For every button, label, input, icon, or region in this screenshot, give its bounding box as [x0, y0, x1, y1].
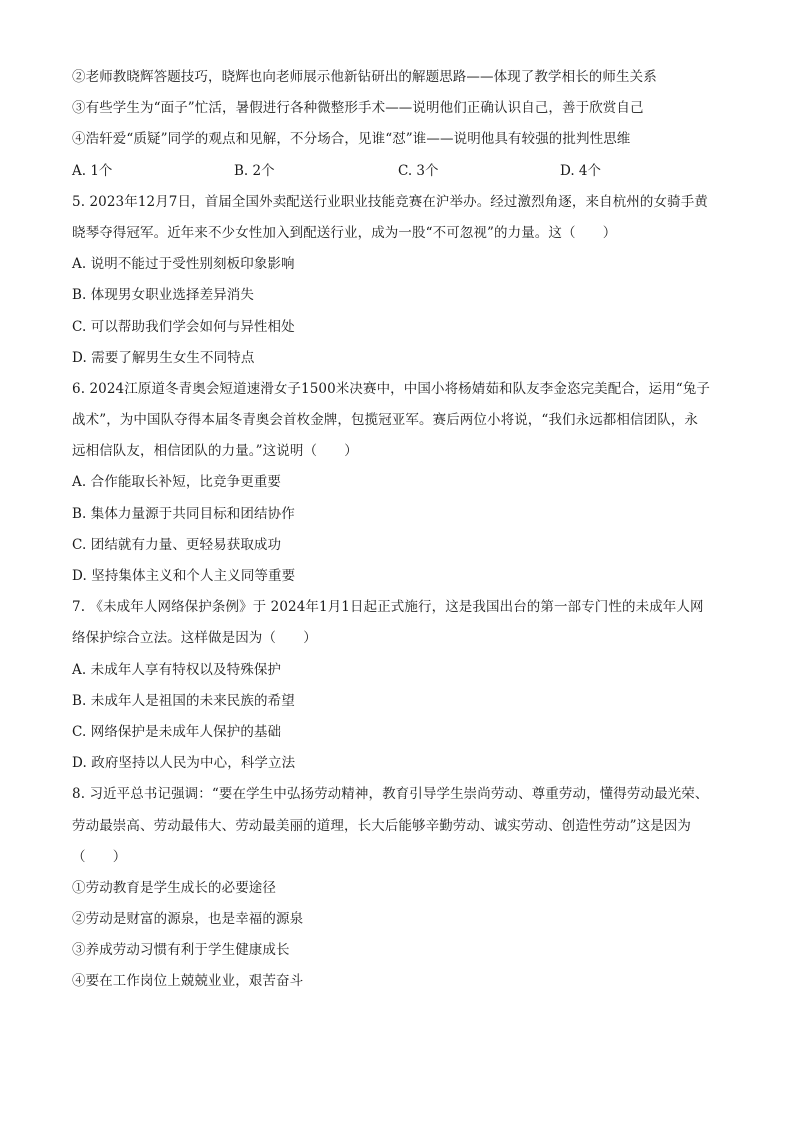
option-d: D. 坚持集体主义和个人主义同等重要	[72, 568, 296, 584]
question-stem: 战术”，为中国队夺得本届冬青奥会首枚金牌，包揽冠亚军。赛后两位小将说，“我们永远都相信团队，永	[72, 412, 699, 429]
question-stem: （ ）	[72, 848, 127, 865]
exam-page	[72, 62, 728, 998]
question-5	[72, 187, 728, 374]
option-a: A. 说明不能过于受性别刻板印象影响	[72, 256, 295, 273]
option-c: C. 团结就有力量、更轻易获取成功	[72, 536, 282, 553]
statement-item: ①劳动教育是学生成长的必要途径	[72, 879, 276, 896]
question-stem: 7. 《未成年人网络保护条例》于 2024年1月1日起正式施行，这是我国出台的第一部专门性的未成年人网	[72, 599, 704, 616]
statement-item: ④要在工作岗位上兢兢业业，艰苦奋斗	[72, 973, 304, 990]
statement-item: ③养成劳动习惯有利于学生健康成长	[72, 942, 290, 959]
question-4-continued	[72, 62, 728, 187]
option-a: A. 合作能取长补短，比竞争更重要	[72, 474, 282, 491]
option-d: D. 政府坚持以人民为中心，科学立法	[72, 755, 296, 772]
option-c: C. 可以帮助我们学会如何与异性相处	[72, 318, 295, 335]
statement-item: ②劳动是财富的源泉，也是幸福的源泉	[72, 911, 304, 928]
question-stem: 5. 2023年12月7日，首届全国外卖配送行业职业技能竞赛在沪举办。经过激烈角逐，来自杭州的女骑手黄	[72, 193, 708, 210]
question-stem: 8. 习近平总书记强调：“要在学生中弘扬劳动精神，教育引导学生崇尚劳动、尊重劳动，懂得劳动最光荣、	[72, 786, 709, 803]
question-stem: 远相信队友，相信团队的力量。”这说明（ ）	[72, 443, 358, 460]
option-d: D. 4个	[560, 162, 602, 179]
option-d: D. 需要了解男生女生不同特点	[72, 349, 255, 366]
option-a: A. 1个	[72, 162, 113, 179]
question-7	[72, 592, 728, 779]
option-c: C. 网络保护是未成年人保护的基础	[72, 723, 282, 740]
option-c: C. 3个	[398, 162, 439, 179]
statement-item: ④浩轩爱“质疑”同学的观点和见解，不分场合，见谁“怼”谁——说明他具有较强的批判性思维	[72, 131, 631, 148]
question-stem: 晓琴夺得冠军。近年来不少女性加入到配送行业，成为一股“不可忽视”的力量。这（ ）	[72, 224, 617, 241]
option-a: A. 未成年人享有特权以及特殊保护	[72, 661, 282, 678]
statement-item: ③有些学生为“面子”忙活，暑假进行各种微整形手术——说明他们正确认识自己，善于欣赏自己	[72, 100, 644, 117]
question-6	[72, 374, 728, 592]
option-b: B. 体现男女职业选择差异消失	[72, 287, 255, 304]
option-b: B. 集体力量源于共同目标和团结协作	[72, 505, 295, 522]
question-stem: 络保护综合立法。这样做是因为（ ）	[72, 630, 317, 647]
statement-item: ②老师教晓辉答题技巧，晓辉也向老师展示他新钻研出的解题思路——体现了教学相长的师生关系	[72, 69, 657, 85]
answer-options-row	[72, 156, 728, 187]
question-8	[72, 779, 728, 997]
option-b: B. 2个	[234, 162, 275, 179]
option-b: B. 未成年人是祖国的未来民族的希望	[72, 692, 295, 709]
question-stem: 劳动最崇高、劳动最伟大、劳动最美丽的道理，长大后能够辛勤劳动、诚实劳动、创造性劳动”这是因为	[72, 817, 691, 834]
question-stem: 6. 2024江原道冬青奥会短道速滑女子1500米决赛中，中国小将杨婧茹和队友李金恣完美配合，运用“兔子	[72, 380, 710, 397]
